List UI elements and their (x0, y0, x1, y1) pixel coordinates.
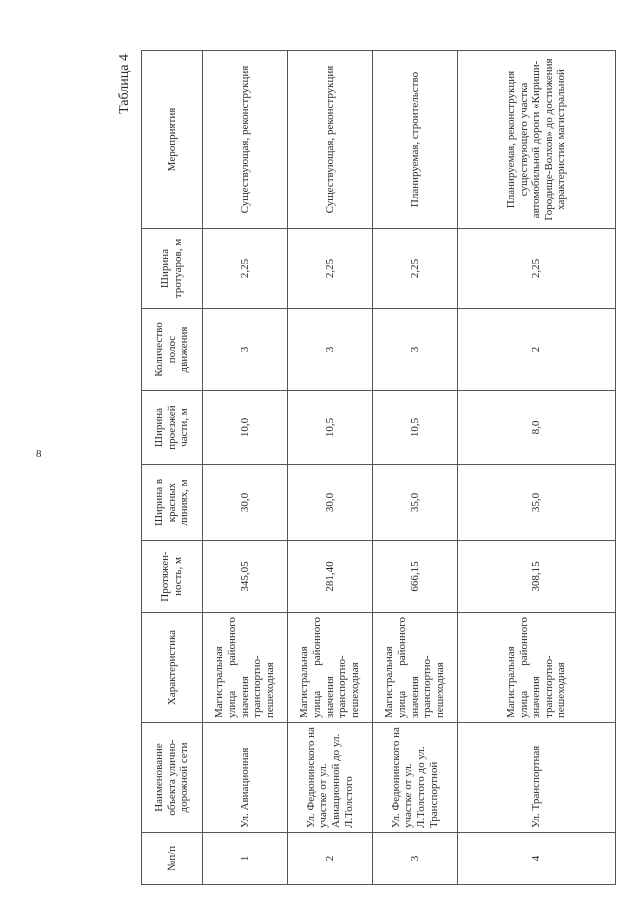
cell-road-width: 8,0 (458, 391, 616, 465)
cell-action: Существующая, реконструкция (288, 51, 373, 229)
cell-type: Магистральная улица районного значения транспортно-пешеходная (458, 613, 616, 723)
cell-red-width: 35,0 (458, 465, 616, 541)
cell-num: 3 (373, 833, 458, 885)
cell-lanes: 3 (373, 309, 458, 391)
header-red-width: Ширина в красных линиях, м (142, 465, 203, 541)
cell-name: Ул. Федюнинского на участке от ул. Л.Толстого до ул. Транспортной (373, 723, 458, 833)
page-number: 8 (36, 448, 42, 460)
header-sidewalk: Ширина тротуаров, м (142, 229, 203, 309)
cell-red-width: 30,0 (203, 465, 288, 541)
cell-road-width: 10,5 (288, 391, 373, 465)
table-header-row (142, 51, 203, 885)
header-length: Протяжен-ность, м (142, 541, 203, 613)
cell-type: Магистральная улица районного значения транспортно-пешеходная (288, 613, 373, 723)
cell-num: 1 (203, 833, 288, 885)
header-lanes: Количество полос движения (142, 309, 203, 391)
cell-lanes: 3 (203, 309, 288, 391)
header-road-width: Ширина проезжей части, м (142, 391, 203, 465)
cell-red-width: 30,0 (288, 465, 373, 541)
header-name: Наименование объекта улично-дорожной сети (142, 723, 203, 833)
cell-action: Существующая, реконструкция (203, 51, 288, 229)
cell-num: 4 (458, 833, 616, 885)
cell-road-width: 10,5 (373, 391, 458, 465)
cell-lanes: 3 (288, 309, 373, 391)
cell-type: Магистральная улица районного значения транспортно-пешеходная (373, 613, 458, 723)
table-caption: Таблица 4 (117, 54, 132, 114)
cell-sidewalk: 2,25 (288, 229, 373, 309)
cell-length: 345,05 (203, 541, 288, 613)
cell-length: 666,15 (373, 541, 458, 613)
cell-action: Планируемая, реконструкция существующего участка автомобильной дороги «Кириши-Городище-Волхов» до достижения характеристик магистральной (458, 51, 616, 229)
cell-name: Ул. Авиационная (203, 723, 288, 833)
roads-table (141, 50, 616, 885)
cell-sidewalk: 2,25 (203, 229, 288, 309)
rotated-table-block (115, 50, 640, 885)
cell-name: Ул. Федюнинского на участке от ул. Авиационной до ул. Л.Толстого (288, 723, 373, 833)
table-row (203, 51, 288, 885)
cell-road-width: 10,0 (203, 391, 288, 465)
cell-length: 308,15 (458, 541, 616, 613)
cell-name: Ул. Транспортная (458, 723, 616, 833)
table-row (288, 51, 373, 885)
cell-red-width: 35,0 (373, 465, 458, 541)
header-type: Характеристика (142, 613, 203, 723)
table-row (373, 51, 458, 885)
cell-sidewalk: 2,25 (373, 229, 458, 309)
cell-length: 281,40 (288, 541, 373, 613)
cell-num: 2 (288, 833, 373, 885)
cell-sidewalk: 2,25 (458, 229, 616, 309)
cell-lanes: 2 (458, 309, 616, 391)
header-num: №п/п (142, 833, 203, 885)
cell-type: Магистральная улица районного значения транспортно-пешеходная (203, 613, 288, 723)
table-row (458, 51, 616, 885)
header-action: Мероприятия (142, 51, 203, 229)
cell-action: Планируемая, строительство (373, 51, 458, 229)
